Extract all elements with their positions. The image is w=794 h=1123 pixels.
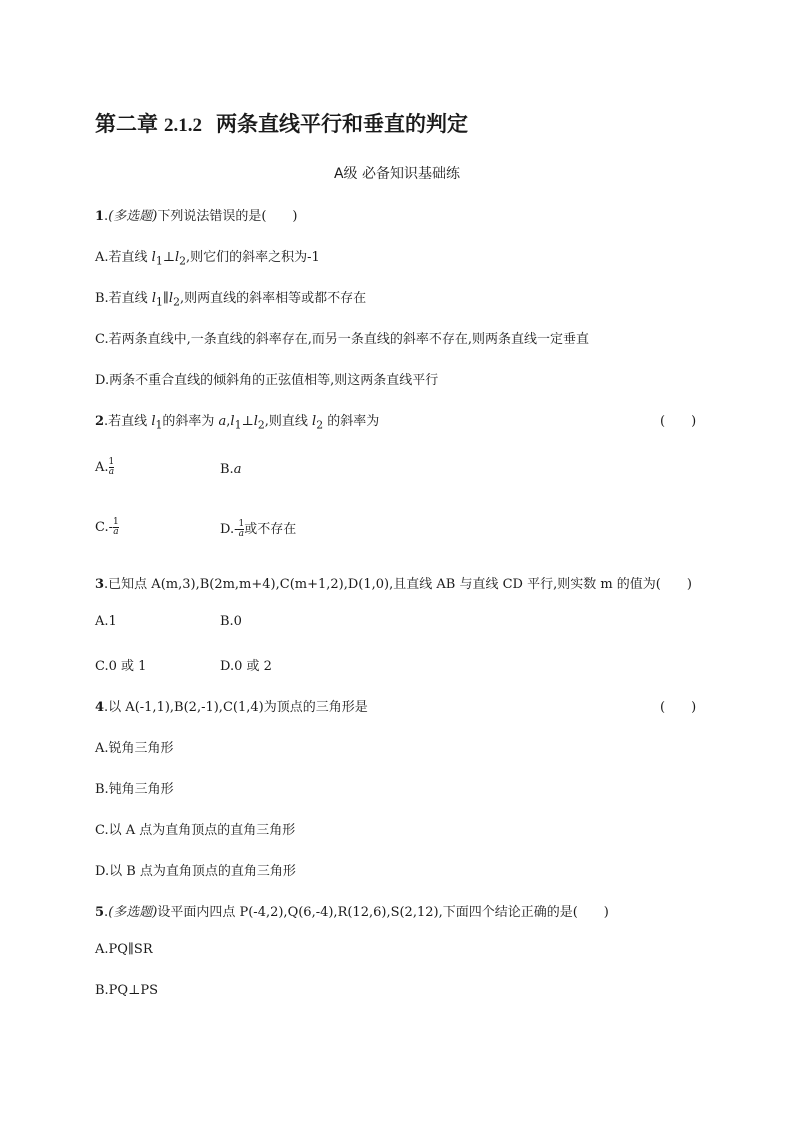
question-1-option-c: C.若两条直线中,一条直线的斜率存在,而另一条直线的斜率不存在,则两条直线一定垂直 <box>95 332 590 347</box>
question-2-option-d: D.- $\frac{1}{a}$ 或不存在 <box>220 519 297 539</box>
question-1-stem: 1.(多选题)下列说法错误的是( ) <box>95 209 298 224</box>
level-heading: A级 必备知识基础练 <box>333 166 461 182</box>
answer-paren-q4: ( ) <box>660 700 697 715</box>
question-2-option-c: C.- $\frac{1}{a}$ <box>95 517 119 537</box>
section-title: 两条直线平行和垂直的判定 <box>216 112 468 136</box>
question-3-option-b: B.0 <box>220 614 242 629</box>
question-2-stem: 2.若直线 $l_1$的斜率为 $a,l_1\perp l_2$,则直线 $l_2$ 的斜率为 <box>95 414 380 432</box>
section-number: 2.1.2 <box>164 115 202 136</box>
answer-paren-q2: ( ) <box>660 414 697 429</box>
question-2-option-a: A. $\frac{1}{a}$ <box>95 457 115 477</box>
question-1-option-d: D.两条不重合直线的倾斜角的正弦值相等,则这两条直线平行 <box>95 373 439 388</box>
question-4-option-d: D.以 B 点为直角顶点的直角三角形 <box>95 864 296 879</box>
question-3-option-a: A.1 <box>95 614 117 629</box>
page-title <box>95 108 468 138</box>
question-3-stem: 3.已知点 A(m,3),B(2m,m+4),C(m+1,2),D(1,0),且直线 AB 与直线 CD 平行,则实数 m 的值为( ) <box>95 577 692 592</box>
question-3-option-d: D.0 或 2 <box>220 659 272 674</box>
question-5-stem: 5.(多选题)设平面内四点 P(-4,2),Q(6,-4),R(12,6),S(2,12),下面四个结论正确的是( ) <box>95 905 609 920</box>
question-4-option-a: A.锐角三角形 <box>95 741 174 756</box>
question-1-option-a: A.若直线 $l_1\perp l_2$,则它们的斜率之积为-1 <box>95 250 320 268</box>
question-4-stem: 4.以 A(-1,1),B(2,-1),C(1,4)为顶点的三角形是 <box>95 700 368 715</box>
question-5-option-b: B.PQ⊥PS <box>95 983 158 998</box>
question-2-option-b: B.a <box>220 462 242 477</box>
question-3-option-c: C.0 或 1 <box>95 659 147 674</box>
question-1-option-b: B.若直线 $l_1\parallel l_2$,则两直线的斜率相等或都不存在 <box>95 291 367 309</box>
question-4-option-b: B.钝角三角形 <box>95 782 174 797</box>
question-5-option-a: A.PQ∥SR <box>95 942 153 957</box>
chapter-label: 第二章 <box>95 112 158 136</box>
question-4-option-c: C.以 A 点为直角顶点的直角三角形 <box>95 823 296 838</box>
